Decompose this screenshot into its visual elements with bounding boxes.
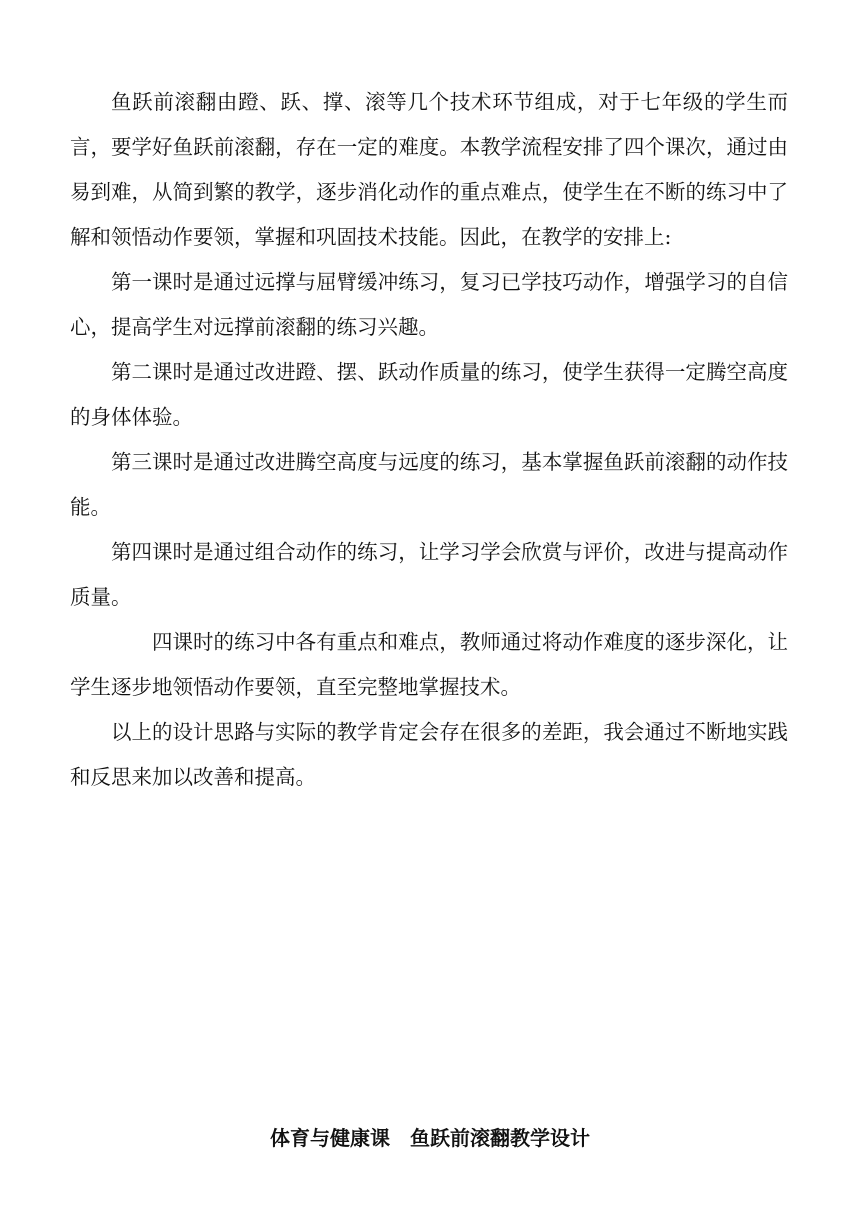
paragraph-lesson-4: 第四课时是通过组合动作的练习，让学习学会欣赏与评价，改进与提高动作质量。 — [70, 540, 788, 609]
document-body — [70, 80, 788, 800]
paragraph-summary: 四课时的练习中各有重点和难点，教师通过将动作难度的逐步深化，让学生逐步地领悟动作要领，直至完整地掌握技术。 — [70, 630, 788, 699]
paragraph-lesson-2: 第二课时是通过改进蹬、摆、跃动作质量的练习，使学生获得一定腾空高度的身体体验。 — [70, 360, 788, 429]
paragraph-lesson-3: 第三课时是通过改进腾空高度与远度的练习，基本掌握鱼跃前滚翻的动作技能。 — [70, 450, 788, 519]
paragraph-intro: 鱼跃前滚翻由蹬、跃、撑、滚等几个技术环节组成，对于七年级的学生而言，要学好鱼跃前滚翻，存在一定的难度。本教学流程安排了四个课次，通过由易到难，从简到繁的教学，逐步消化动作的重点难点，使学生在不断的练习中了解和领悟动作要领，掌握和巩固技术技能。因此，在教学的安排上: — [70, 90, 788, 249]
document-footer-title: 体育与健康课 鱼跃前滚翻教学设计 — [270, 1126, 590, 1150]
paragraph-lesson-1: 第一课时是通过远撑与屈臂缓冲练习，复习已学技巧动作，增强学习的自信心，提高学生对远撑前滚翻的练习兴趣。 — [70, 270, 788, 339]
paragraph-conclusion: 以上的设计思路与实际的教学肯定会存在很多的差距，我会通过不断地实践和反思来加以改善和提高。 — [70, 720, 788, 789]
